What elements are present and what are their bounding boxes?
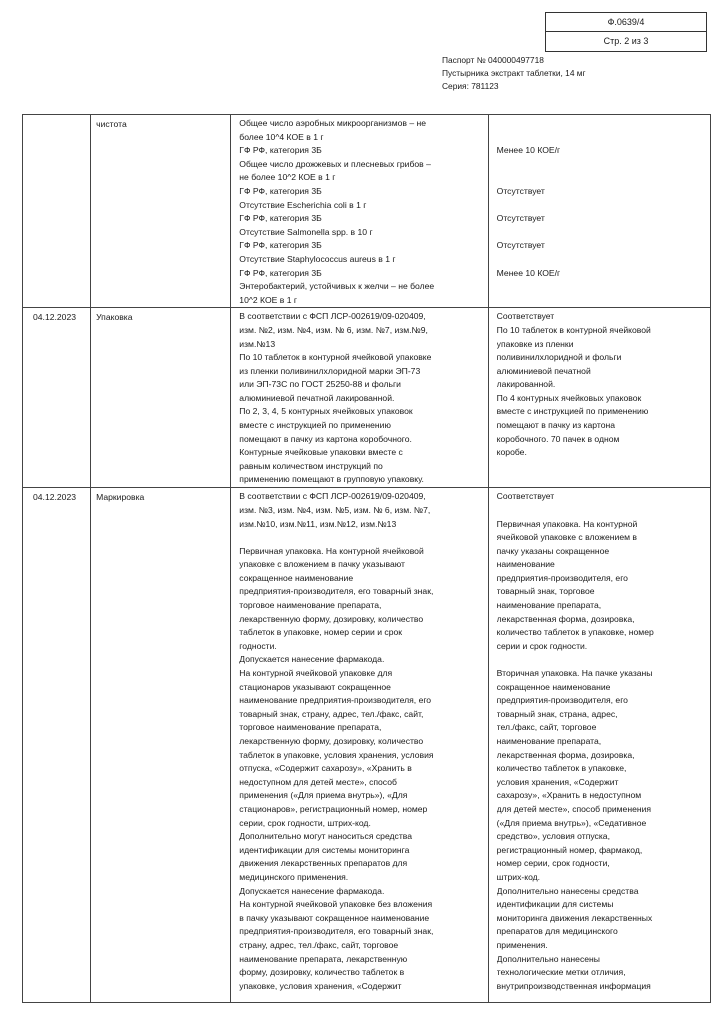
text-line: Отсутствует <box>496 240 545 251</box>
text-line: движения лекарственных препаратов для <box>239 858 408 869</box>
test-results-table <box>22 114 711 1003</box>
text-line: алюминиевой печатной <box>496 365 591 376</box>
text-line: ГФ РФ, категория 3Б <box>239 240 322 251</box>
text-line: Соответствует <box>496 491 555 502</box>
text-line: более 10^4 КОЕ в 1 г <box>239 131 324 142</box>
text-line <box>497 253 704 267</box>
row-date: 04.12.2023 <box>23 488 91 1003</box>
text-line: страну, адрес, тел./факс, сайт, торговое <box>239 939 399 950</box>
text-line: сокращенное наименование <box>496 681 611 692</box>
text-line: По 10 таблеток в контурной ячейковой упаковке <box>239 352 432 363</box>
text-line: изм.№10, изм.№11, изм.№12, изм.№13 <box>239 518 397 529</box>
text-line: сокращенное наименование <box>239 572 354 583</box>
text-line: медицинского применения. <box>239 871 349 882</box>
text-line: помещают в пачку из картона <box>496 420 616 431</box>
text-line <box>497 117 704 131</box>
text-line: таблеток в упаковке, условия хранения, условия <box>239 749 434 760</box>
text-line: количество таблеток в упаковке, <box>496 763 627 774</box>
text-line <box>497 199 704 213</box>
text-line: штрих-код. <box>496 871 541 882</box>
text-line: Общее число дрожжевых и плесневых грибов – <box>239 158 431 169</box>
passport-info <box>442 54 586 93</box>
text-line: Дополнительно нанесены средства <box>496 885 639 896</box>
text-line: серии, срок годности, штрих-код. <box>239 817 371 828</box>
row-result <box>488 115 710 308</box>
row-test-name: Упаковка <box>91 308 231 488</box>
text-line <box>497 171 704 185</box>
row-requirement <box>231 488 488 1003</box>
text-line: торговое наименование препарата, <box>239 600 382 611</box>
text-line: («Для приема внутрь»), «Седативное <box>496 817 647 828</box>
row-test-name: Маркировка <box>91 488 231 1003</box>
text-line: лекарственная форма, дозировка, <box>496 749 635 760</box>
text-line: ГФ РФ, категория 3Б <box>239 213 322 224</box>
form-code-box <box>545 12 707 52</box>
text-line: мониторинга движения лекарственных <box>496 912 653 923</box>
text-line: коробочного. 70 пачек в одном <box>496 433 620 444</box>
text-line: товарный знак, страна, адрес, <box>496 708 618 719</box>
table-row <box>23 115 711 308</box>
product-name: Пустырника экстракт таблетки, 14 мг <box>442 68 586 78</box>
text-line: наименование предприятия-производителя, его <box>239 695 432 706</box>
text-line: Соответствует <box>496 311 555 322</box>
row-requirement <box>231 308 488 488</box>
text-line: Допускается нанесение фармакода. <box>239 654 385 665</box>
text-line: пачку указаны сокращенное <box>496 545 610 556</box>
text-line: наименование <box>496 559 555 570</box>
text-line: стационаров», регистрационный номер, номер <box>239 803 428 814</box>
text-line: внутрипроизводственная информация <box>496 980 651 991</box>
text-line: помещают в пачку из картона коробочного. <box>239 433 412 444</box>
row-test-name: чистота <box>91 115 231 308</box>
text-line: наименование препарата, лекарственную <box>239 953 408 964</box>
row-requirement <box>231 115 488 308</box>
row-result <box>488 488 710 1003</box>
text-line: Отсутствие Staphylococcus aureus в 1 г <box>239 253 396 264</box>
table-row <box>23 308 711 488</box>
text-line: Допускается нанесение фармакода. <box>239 885 385 896</box>
text-line <box>497 158 704 172</box>
text-line: товарный знак, страну, адрес, тел./факс, сайт, <box>239 708 424 719</box>
text-line <box>497 226 704 240</box>
text-line: Дополнительно нанесены <box>496 953 600 964</box>
text-line: лакированной. <box>496 379 556 390</box>
text-line: применения. <box>496 939 548 950</box>
text-line: таблеток в упаковке, номер серии и срок <box>239 627 403 638</box>
text-line: Отсутствует <box>496 213 545 224</box>
text-line <box>497 131 704 145</box>
text-line: сахарозу», «Хранить в недоступном <box>496 790 642 801</box>
row-date: 04.12.2023 <box>23 308 91 488</box>
text-line <box>239 531 481 545</box>
text-line: По 4 контурных ячейковых упаковок <box>496 392 642 403</box>
text-line: вместе с инструкцией по применению <box>239 420 391 431</box>
text-line: поливинилхлоридной и фольги <box>496 352 622 363</box>
page-number: Стр. 2 из 3 <box>603 36 649 46</box>
text-line: изм. №2, изм. №4, изм. № 6, изм. №7, изм.№9, <box>239 324 428 335</box>
text-line: препаратов для медицинского <box>496 926 618 937</box>
text-line <box>497 504 704 518</box>
text-line: Отсутствие Salmonella spp. в 10 г <box>239 226 373 237</box>
text-line: лекарственную форму, дозировку, количество <box>239 736 424 746</box>
text-line: средство», условия отпуска, <box>496 831 610 842</box>
text-line: упаковке из пленки <box>496 338 574 349</box>
text-line: торговое наименование препарата, <box>239 722 382 733</box>
text-line: предприятия-производителя, его товарный знак, <box>239 926 434 937</box>
text-line: Первичная упаковка. На контурной <box>496 518 638 529</box>
text-line: ГФ РФ, категория 3Б <box>239 185 322 196</box>
text-line: 10^2 КОЕ в 1 г <box>239 294 298 305</box>
row-result <box>488 308 710 488</box>
text-line: или ЭП-73С по ГОСТ 25250-88 и фольги <box>239 379 401 390</box>
text-line: технологические метки отличия, <box>496 967 626 978</box>
text-line: лекарственную форму, дозировку, количество <box>239 613 424 624</box>
text-line: наименование препарата, <box>496 600 602 611</box>
text-line: вместе с инструкцией по применению <box>496 406 649 417</box>
text-line: На контурной ячейковой упаковке для <box>239 668 393 679</box>
text-line: Отсутствует <box>496 185 545 196</box>
text-line: коробе. <box>496 447 527 458</box>
text-line: Дополнительно могут наноситься средства <box>239 831 413 842</box>
text-line: стационаров указывают сокращенное <box>239 681 391 692</box>
text-line: На контурной ячейковой упаковке без вложения <box>239 899 433 910</box>
text-line: количество таблеток в упаковке, номер <box>496 627 654 638</box>
text-line: предприятия-производителя, его <box>496 572 628 583</box>
text-line: ГФ РФ, категория 3Б <box>239 267 322 278</box>
text-line: ячейковой упаковке с вложением в <box>496 532 637 543</box>
text-line: алюминиевой печатной лакированной. <box>239 392 395 403</box>
text-line: номер серии, срок годности, <box>496 858 610 869</box>
text-line: Менее 10 КОЕ/г <box>496 267 561 278</box>
text-line: предприятия-производителя, его товарный знак, <box>239 586 434 597</box>
text-line: применения («Для приема внутрь»), «Для <box>239 790 408 801</box>
text-line: форму, дозировку, количество таблеток в <box>239 967 405 978</box>
text-line: идентификации для системы <box>496 899 614 910</box>
row-date <box>23 115 91 308</box>
text-line: недоступном для детей месте», способ <box>239 776 397 787</box>
text-line: в пачку указывают сокращенное наименование <box>239 912 430 923</box>
text-line: упаковке с вложением в пачку указывают <box>239 559 405 570</box>
text-line: Общее число аэробных микроорганизмов – не <box>239 118 427 128</box>
text-line: отпуска, «Содержит сахарозу», «Хранить в <box>239 763 412 774</box>
text-line: Энтеробактерий, устойчивых к желчи – не более <box>239 281 435 292</box>
text-line: равным количеством инструкций по <box>239 460 383 471</box>
text-line: Отсутствие Escherichia coli в 1 г <box>239 199 367 210</box>
text-line: из пленки поливинилхлоридной марки ЭП-73 <box>239 365 421 376</box>
text-line: годности. <box>239 640 277 651</box>
text-line: серии и срок годности. <box>496 640 588 651</box>
text-line: Первичная упаковка. На контурной ячейковой <box>239 545 424 556</box>
text-line: тел./факс, сайт, торговое <box>496 722 597 733</box>
text-line: регистрационный номер, фармакод, <box>496 844 643 855</box>
form-code: Ф.0639/4 <box>546 13 706 32</box>
text-line <box>497 653 704 667</box>
text-line: По 2, 3, 4, 5 контурных ячейковых упаковок <box>239 406 413 417</box>
text-line: изм. №3, изм. №4, изм. №5, изм. № 6, изм. №7, <box>239 504 431 515</box>
text-line: Менее 10 КОЕ/г <box>496 145 561 156</box>
text-line: применению помещают в групповую упаковку. <box>239 474 424 485</box>
text-line: условия хранения, «Содержит <box>496 776 619 787</box>
text-line: изм.№13 <box>239 338 276 349</box>
text-line: идентификации для системы мониторинга <box>239 844 410 855</box>
text-line: ГФ РФ, категория 3Б <box>239 145 322 156</box>
table-row <box>23 488 711 1003</box>
text-line: для детей месте», способ применения <box>496 803 652 814</box>
text-line: предприятия-производителя, его <box>496 695 628 706</box>
text-line: Вторичная упаковка. На пачке указаны <box>496 668 653 679</box>
text-line: не более 10^2 КОЕ в 1 г <box>239 172 336 183</box>
text-line: лекарственная форма, дозировка, <box>496 613 635 624</box>
text-line: наименование препарата, <box>496 736 602 746</box>
text-line: упаковке, условия хранения, «Содержит <box>239 980 402 991</box>
passport-number: Паспорт № 040000497718 <box>442 55 544 65</box>
text-line: В соответствии с ФСП ЛСР-002619/09-020409, <box>239 491 426 502</box>
text-line: товарный знак, торговое <box>496 586 595 597</box>
text-line: Контурные ячейковые упаковки вместе с <box>239 447 403 458</box>
batch-number: Серия: 781123 <box>442 81 499 91</box>
text-line: По 10 таблеток в контурной ячейковой <box>496 324 651 335</box>
text-line: В соответствии с ФСП ЛСР-002619/09-020409, <box>239 311 426 322</box>
